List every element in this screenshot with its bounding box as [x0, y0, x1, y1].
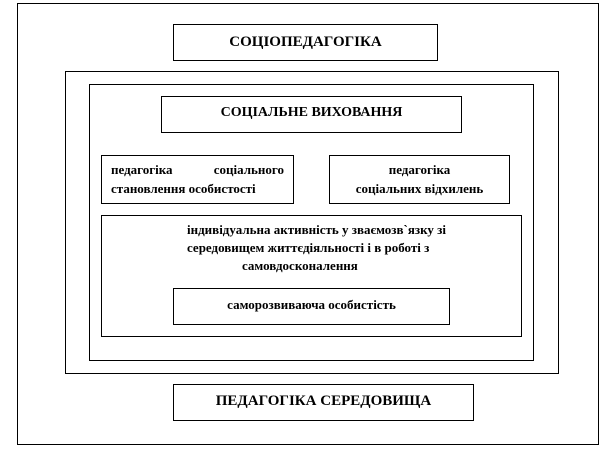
social-formation-label-line2: становлення особистості [111, 181, 256, 196]
self-developing-personality-box [173, 288, 450, 325]
social-deviations-label-line2: соціальних відхилень [355, 181, 484, 196]
environment-pedagogy-box [173, 384, 474, 421]
social-upbringing-box [161, 96, 462, 133]
social-formation-label-word1: педагогіка [111, 162, 173, 177]
environment-pedagogy-title: ПЕДАГОГІКА СЕРЕДОВИЩА [215, 393, 432, 409]
social-formation-box [101, 155, 294, 204]
social-upbringing-title: СОЦІАЛЬНЕ ВИХОВАННЯ [220, 105, 403, 120]
social-deviations-label-line1: педагогіка [388, 162, 451, 177]
self-developing-personality-label: саморозвиваюча особистість [227, 297, 396, 312]
individual-activity-line2: середовищем життєдіяльності і в роботі з [187, 240, 430, 255]
individual-activity-line1: індивідуальна активність у зваємозв`язку зі [187, 222, 447, 237]
individual-activity-line3: самовдосконалення [242, 258, 358, 273]
social-deviations-box [329, 155, 510, 204]
sociopedagogy-box [173, 24, 438, 61]
sociopedagogy-title: СОЦІОПЕДАГОГІКА [229, 34, 382, 50]
social-formation-label-word2: соціального [213, 162, 284, 177]
